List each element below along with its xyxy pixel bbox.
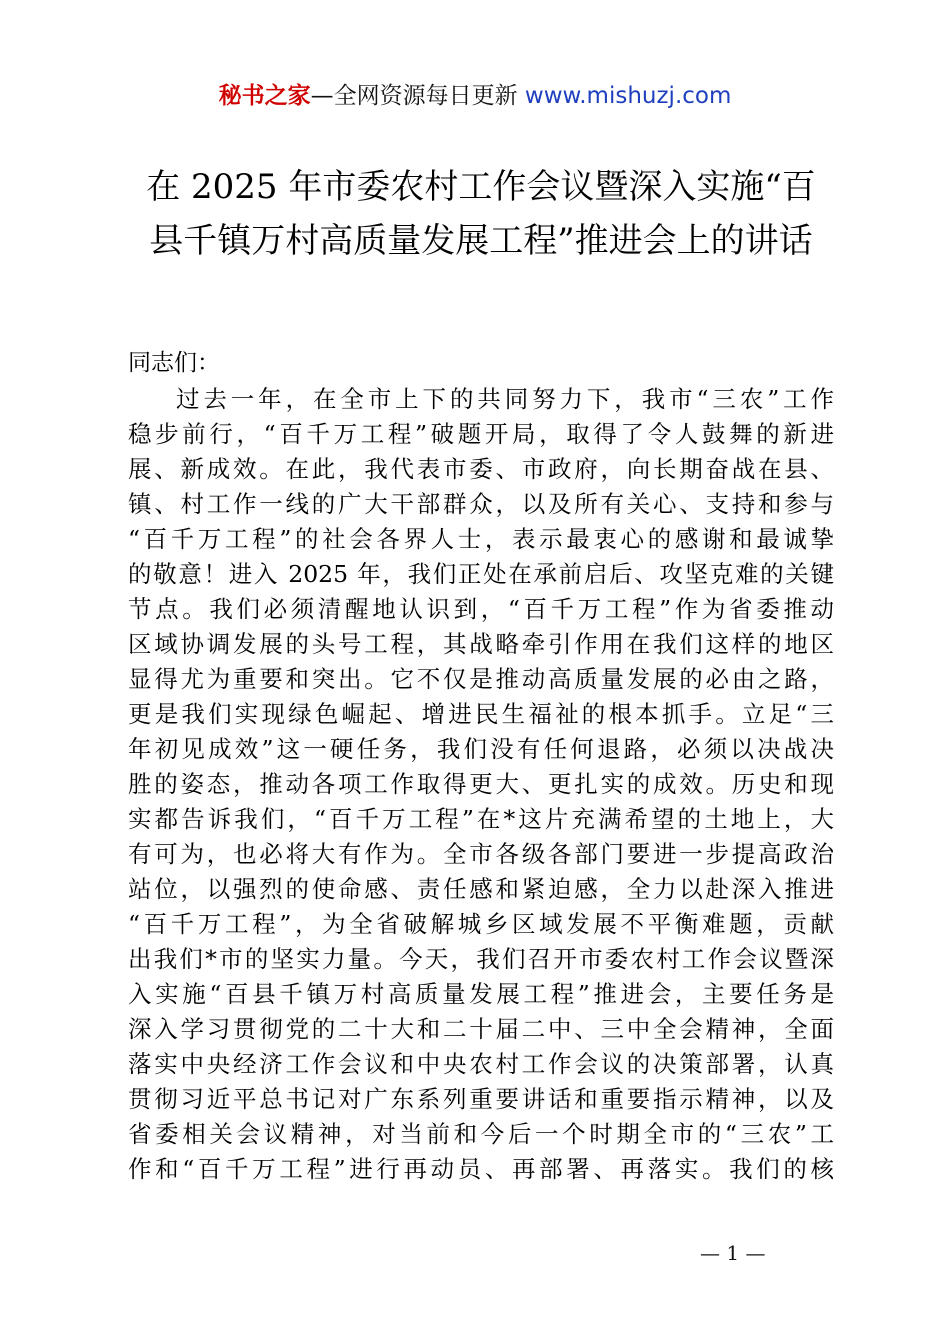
site-url-link[interactable]: www.mishuzj.com [524,83,732,109]
body-line: 过去一年，在全市上下的共同努力下，我市“三农”工作 [176,385,834,413]
body-line: 镇、村工作一线的广大干部群众，以及所有关心、支持和参与 [128,490,834,518]
body-line: 有可为，也必将大有作为。全市各级各部门要进一步提高政治 [128,840,834,868]
body-line: “百千万工程”，为全省破解城乡区域发展不平衡难题，贡献 [128,910,834,938]
body-line: 贯彻习近平总书记对广东系列重要讲话和重要指示精神，以及 [128,1085,834,1113]
body-line: 落实中央经济工作会议和中央农村工作会议的决策部署，认真 [128,1050,834,1078]
salutation: 同志们： [128,350,220,376]
body-line: “百千万工程”的社会各界人士，表示最衷心的感谢和最诚挚 [128,525,834,553]
title-line-1: 在 2025 年市委农村工作会议暨深入实施“百 [146,167,816,207]
body-line: 出我们*市的坚实力量。今天，我们召开市委农村工作会议暨深 [128,945,834,973]
body-line: 站位，以强烈的使命感、责任感和紧迫感，全力以赴深入推进 [128,875,834,903]
brand-name: 秘书之家 [218,83,311,109]
body-line: 胜的姿态，推动各项工作取得更大、更扎实的成效。历史和现 [128,770,834,798]
body-line: 节点。我们必须清醒地认识到，“百千万工程”作为省委推动 [128,595,834,623]
body-line: 区域协调发展的头号工程，其战略牵引作用在我们这样的地区 [128,630,834,658]
body-line: 省委相关会议精神，对当前和今后一个时期全市的“三农”工 [128,1120,834,1148]
body-line: 更是我们实现绿色崛起、增进民生福祉的根本抓手。立足“三 [128,700,834,728]
body-line: 的敬意！进入 2025 年，我们正处在承前启后、攻坚克难的关键 [128,560,834,588]
body-line: 作和“百千万工程”进行再动员、再部署、再落实。我们的核 [128,1155,834,1183]
header-tagline: —全网资源每日更新 [310,83,525,109]
body-line: 显得尤为重要和突出。它不仅是推动高质量发展的必由之路， [128,665,834,693]
body-line: 入实施“百县千镇万村高质量发展工程”推进会，主要任务是 [128,980,834,1008]
body-line: 实都告诉我们，“百千万工程”在*这片充满希望的土地上，大 [128,805,834,833]
page-number: — 1 — [700,1241,766,1265]
site-header [0,80,950,112]
title-line-2: 县千镇万村高质量发展工程”推进会上的讲话 [149,221,813,261]
body-line: 展、新成效。在此，我代表市委、市政府，向长期奋战在县、 [128,455,834,483]
body-line: 年初见成效”这一硬任务，我们没有任何退路，必须以决战决 [128,735,834,763]
document-title [128,160,834,268]
body-paragraph [128,382,834,1187]
body-line: 稳步前行，“百千万工程”破题开局，取得了令人鼓舞的新进 [128,420,834,448]
body-line: 深入学习贯彻党的二十大和二十届二中、三中全会精神，全面 [128,1015,834,1043]
